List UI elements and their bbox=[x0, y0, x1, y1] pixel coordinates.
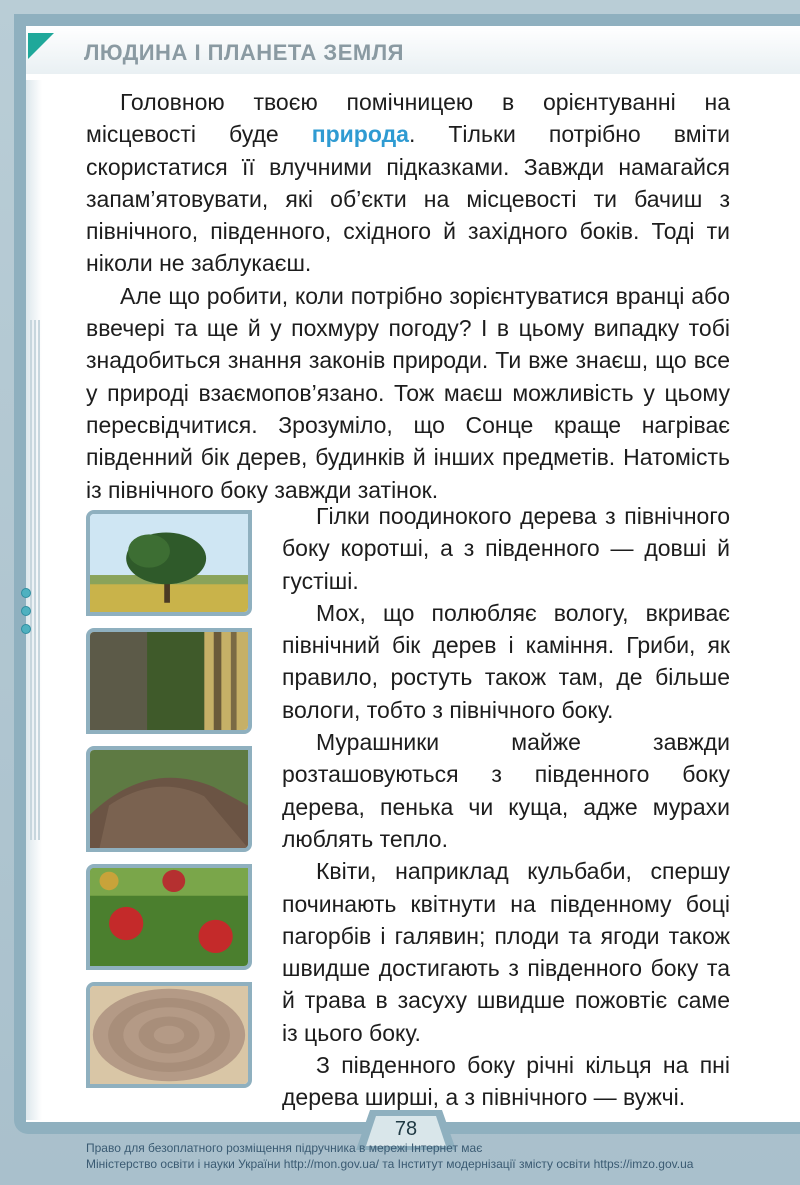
corner-triangle-icon bbox=[28, 33, 54, 59]
notice-line-1: Право для безоплатного розміщення підручника в мережі Інтернет має bbox=[86, 1141, 483, 1155]
sign-paragraph: З південного боку річні кільця на пні дерева ширші, а з північного — вужчі. bbox=[282, 1052, 730, 1111]
left-rail bbox=[26, 80, 42, 1120]
notice-line-2: Міністерство освіти і науки України http://mon.gov.ua/ та Інститут модернізації змісту освіти https://imzo.gov.ua bbox=[86, 1157, 694, 1171]
bullet-dot-icon bbox=[21, 606, 31, 616]
mossy-trunk-photo bbox=[86, 628, 252, 734]
sign-paragraph: Квіти, наприклад кульбаби, спершу починають квітнути на південному боці пагорбів і галявин; плоди та ягоди також швидше достигають з південного боку та й трава в засуху швидше пожовтіє саме із цього боку. bbox=[282, 858, 730, 1046]
tree-rings-photo bbox=[86, 982, 252, 1088]
sign-paragraph: Мурашники майже завжди розташовуються з південного боку дерева, пенька чи куща, адже мурахи люблять тепло. bbox=[282, 729, 730, 852]
sign-paragraph: Мох, що полюбляє вологу, вкриває північний бік дерев і каміння. Гриби, як правило, ростуть також там, де більше вологи, тобто з північного боку. bbox=[282, 599, 730, 723]
section-title: ЛЮДИНА І ПЛАНЕТА ЗЕМЛЯ bbox=[84, 40, 404, 65]
anthill-photo bbox=[86, 746, 252, 852]
keyword-highlight: природа bbox=[311, 121, 409, 148]
strawberries-photo bbox=[86, 864, 252, 970]
intro-paragraph-1: Головною твоєю помічницею в орієнтуванні на місцевості буде природа. Тільки потрібно вміти скористатися її влучними підказками. Завжди намагайся запам’ятовувати, які об’єкти на місцевості ти бачиш з північного, південного, східного й західного боків. Тоді ти ніколи не заблукаєш. bbox=[86, 89, 731, 277]
rail-line bbox=[38, 320, 40, 840]
intro-text bbox=[86, 86, 730, 506]
bullet-dot-icon bbox=[21, 624, 31, 634]
signs-text bbox=[282, 500, 730, 1114]
copyright-notice bbox=[86, 1140, 786, 1172]
rail-line bbox=[34, 320, 36, 840]
intro-paragraph-2: Але що робити, коли потрібно зорієнтуватися вранці або ввечері та ще й у похмуру погоду? І в цьому випадку тобі знадобиться знання законів природи. Ти вже знаєш, що все у природі взаємопов’язано. Тож маєш можливість у цьому пересвідчитися. Зрозуміло, що Сонце краще нагріває південний бік дерев, будинків й інших предметів. Натомість із північного боку завжди затінок. bbox=[86, 282, 730, 503]
bullet-dot-icon bbox=[21, 588, 31, 598]
page-number: 78 bbox=[394, 1118, 418, 1140]
lone-tree-photo bbox=[86, 510, 252, 616]
sign-paragraph: Гілки поодинокого дерева з північного боку коротші, а з південного — довші й густіші. bbox=[282, 503, 730, 594]
rail-line bbox=[30, 320, 32, 840]
